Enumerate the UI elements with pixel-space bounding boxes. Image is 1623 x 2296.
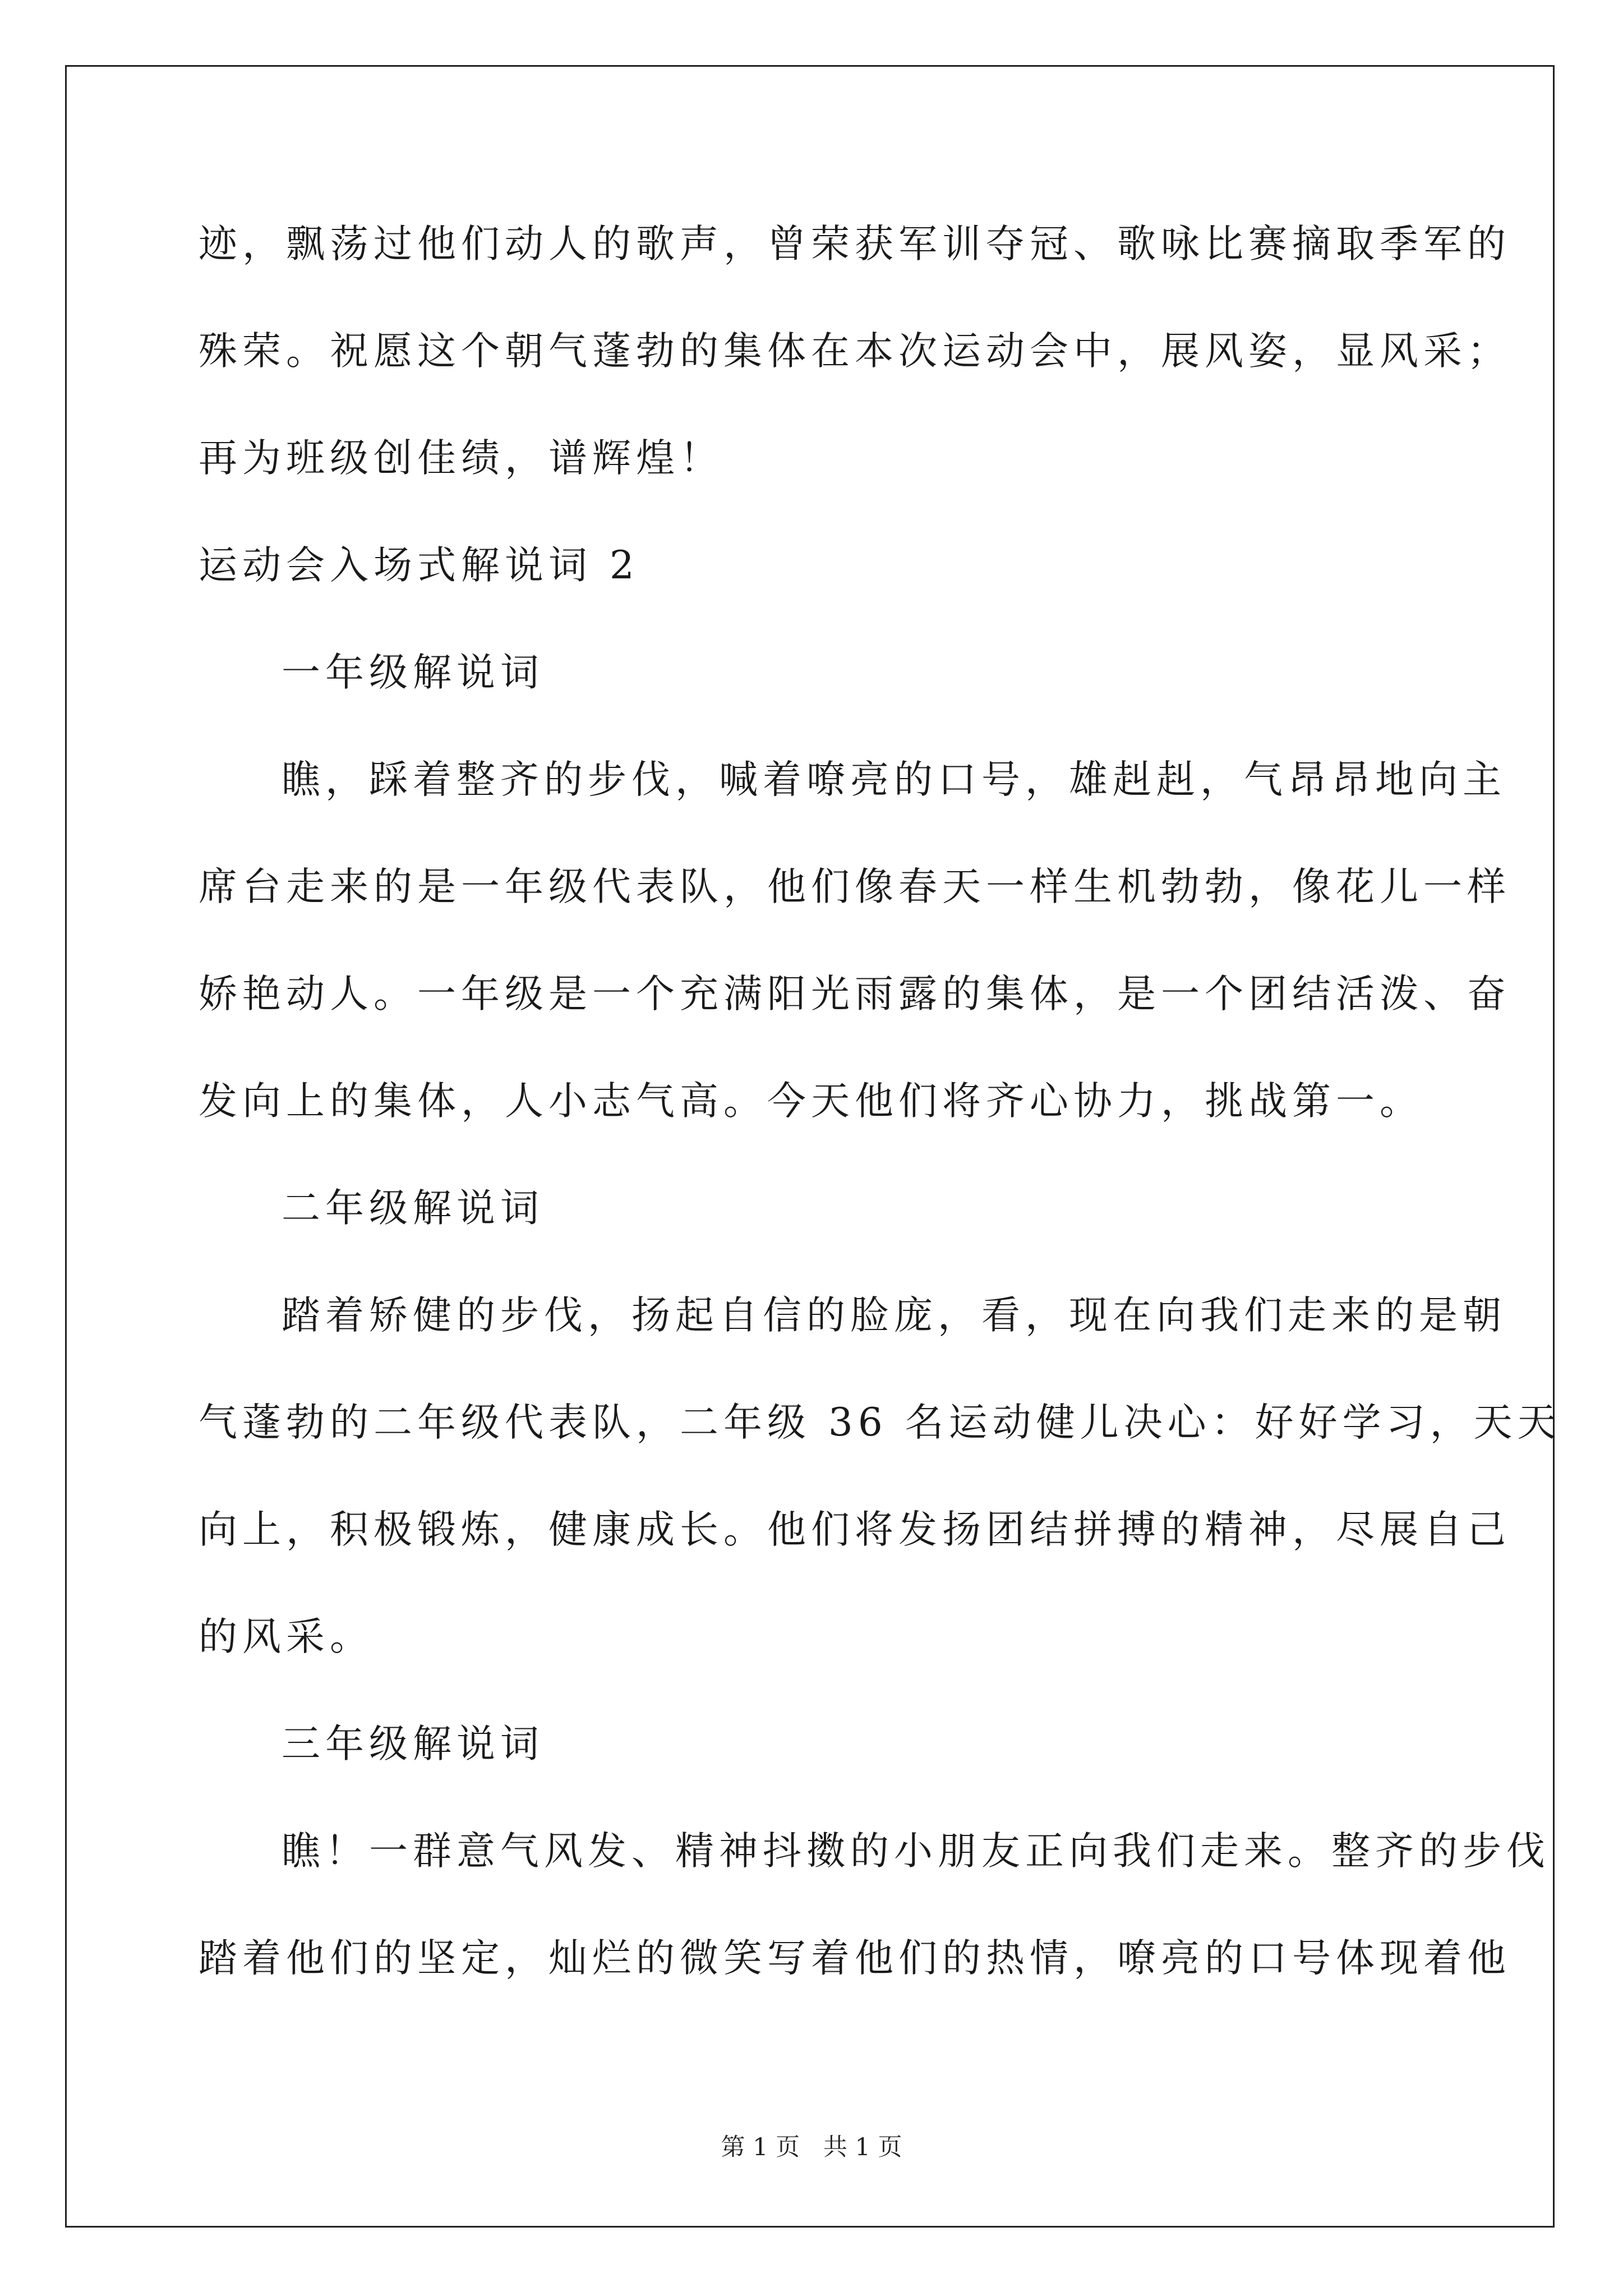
text-line: 席台走来的是一年级代表队，他们像春天一样生机勃勃，像花儿一样 xyxy=(199,864,1511,909)
text-line: 发向上的集体，人小志气高。今天他们将齐心协力，挑战第一。 xyxy=(199,1079,1423,1124)
text-line: 殊荣。祝愿这个朝气蓬勃的集体在本次运动会中，展风姿，显风采； xyxy=(199,329,1511,374)
page-total: 共 1 页 xyxy=(823,2133,902,2161)
page-number: 第 1 页 xyxy=(721,2133,800,2161)
text-line: 娇艳动人。一年级是一个充满阳光雨露的集体，是一个团结活泼、奋 xyxy=(199,972,1511,1016)
subsection-heading: 三年级解说词 xyxy=(282,1722,544,1766)
subsection-heading: 一年级解说词 xyxy=(282,650,544,695)
subsection-heading: 二年级解说词 xyxy=(282,1186,544,1231)
text-line: 气蓬勃的二年级代表队，二年级 36 名运动健儿决心：好好学习，天天 xyxy=(199,1400,1561,1445)
text-line: 踏着矫健的步伐，扬起自信的脸庞，看，现在向我们走来的是朝 xyxy=(282,1293,1506,1338)
document-body xyxy=(199,218,1561,2039)
text-line: 迹，飘荡过他们动人的歌声，曾荣获军训夺冠、歌咏比赛摘取季军的 xyxy=(199,222,1511,266)
page-footer xyxy=(0,2131,1623,2164)
text-line: 再为班级创佳绩，谱辉煌！ xyxy=(199,436,723,481)
text-line: 瞧，踩着整齐的步伐，喊着嘹亮的口号，雄赳赳，气昂昂地向主 xyxy=(282,757,1506,802)
text-line: 瞧！一群意气风发、精神抖擞的小朋友正向我们走来。整齐的步伐 xyxy=(282,1829,1550,1874)
text-line: 向上，积极锻炼，健康成长。他们将发扬团结拼搏的精神，尽展自己 xyxy=(199,1507,1511,1552)
section-heading: 运动会入场式解说词 2 xyxy=(199,543,639,588)
text-line: 踏着他们的坚定，灿烂的微笑写着他们的热情，嘹亮的口号体现着他 xyxy=(199,1936,1511,1981)
text-line: 的风采。 xyxy=(199,1614,374,1659)
